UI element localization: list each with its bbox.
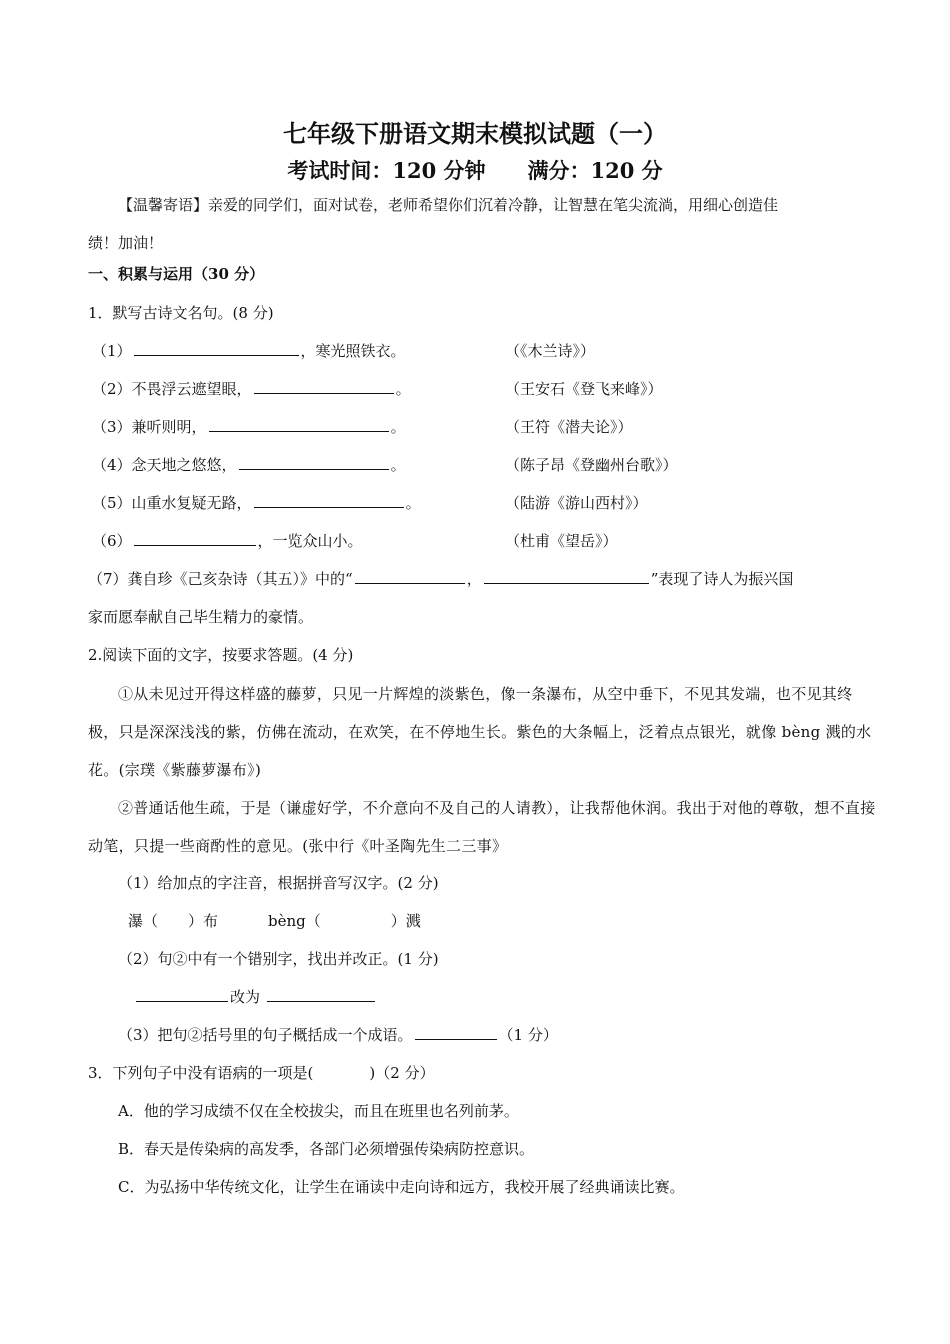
reading-passage-2: ②普通话他生疏，于是（谦虚好学，不介意向不及自己的人请教），让我帮他休润。我出于对他的尊敬，想不直接动笔，只提一些商酌性的意见。(张中行《叶圣陶先生二三事》: [88, 799, 876, 855]
item-text: )（2 分）: [369, 1064, 435, 1082]
q1-item-5: [92, 493, 421, 513]
item-text: 山重水复疑无路，: [131, 494, 252, 512]
q1-item-4-source: （陈子昂《登幽州台歌》）: [505, 456, 678, 474]
intro-text: 【温馨寄语】亲爱的同学们，面对试卷，老师希望你们沉着冷静，让智慧在笔尖流淌，用细心创造佳: [118, 196, 779, 214]
q2-sub-1-answer-a[interactable]: 瀑（ ）布: [128, 912, 219, 930]
item-number: （4）: [92, 456, 132, 474]
question-2-stem: 2.阅读下面的文字，按要求答题。(4 分): [88, 646, 354, 664]
q1-item-6-source: （杜甫《望岳》）: [505, 532, 618, 550]
item-number: （5）: [92, 494, 132, 512]
q2-sub-2: （2）句②中有一个错别字，找出并改正。(1 分): [118, 950, 439, 968]
answer-blank[interactable]: [254, 493, 404, 508]
reading-passage-1: ①从未见过开得这样盛的藤萝，只见一片辉煌的淡紫色，像一条瀑布，从空中垂下，不见其发端，也不见其终极，只是深深浅浅的紫，仿佛在流动，在欢笑，在不停地生长。紫色的大条幅上，泛着点点银光，就像 bèng 溅的水花。(宗璞《紫藤萝瀑布》): [88, 685, 872, 779]
q1-item-3-source: （王符《潜夫论》）: [505, 418, 633, 436]
q2-sub-1: （1）给加点的字注音，根据拼音写汉字。(2 分): [118, 874, 439, 892]
item-text: 。: [405, 494, 421, 512]
q2-sub-2-answer: [134, 987, 377, 1007]
q1-item-5-source: （陆游《游山西村》）: [505, 494, 648, 512]
item-text: 。: [390, 456, 406, 474]
q1-item-4: [92, 455, 406, 475]
item-number: （1）: [92, 342, 132, 360]
q1-item-2: [92, 379, 411, 399]
answer-blank[interactable]: [136, 987, 228, 1002]
q1-item-7: [88, 569, 793, 589]
item-text: ，: [466, 570, 482, 588]
item-text: ，一览众山小。: [257, 532, 363, 550]
q1-item-3: [92, 417, 406, 437]
exam-subtitle: 考试时间：120 分钟 满分：120 分: [287, 158, 663, 183]
section-heading: 一、积累与运用（30 分）: [88, 265, 265, 283]
q1-item-7-cont: 家而愿奉献自己毕生精力的豪情。: [88, 608, 314, 626]
item-number: （6）: [92, 532, 132, 550]
item-text: （1 分）: [498, 1026, 558, 1044]
item-text: （7）龚自珍《己亥杂诗（其五）》中的“: [88, 570, 353, 588]
answer-blank[interactable]: [267, 987, 375, 1002]
item-text: 。: [395, 380, 411, 398]
q3-option-b[interactable]: B．春天是传染病的高发季，各部门必须增强传染病防控意识。: [118, 1140, 535, 1158]
answer-blank[interactable]: [209, 417, 389, 432]
q2-sub-3: [118, 1025, 558, 1045]
exam-title: 七年级下册语文期末模拟试题（一）: [283, 119, 667, 148]
q1-item-6: [92, 531, 363, 551]
item-text: 改为: [230, 988, 261, 1006]
answer-blank[interactable]: [239, 455, 389, 470]
q2-sub-1-answer-b[interactable]: [268, 911, 421, 931]
item-text: ，寒光照铁衣。: [300, 342, 406, 360]
item-text: （3）把句②括号里的句子概括成一个成语。: [118, 1026, 413, 1044]
q1-item-2-source: （王安石《登飞来峰》）: [505, 380, 663, 398]
answer-blank[interactable]: [484, 569, 649, 584]
q1-item-1-source: （《木兰诗》）: [505, 342, 596, 360]
answer-blank[interactable]: [355, 569, 465, 584]
answer-blank[interactable]: [415, 1025, 497, 1040]
intro-text-cont: 绩！加油！: [88, 234, 164, 252]
q1-item-1: [92, 341, 406, 361]
q3-option-a[interactable]: A．他的学习成绩不仅在全校拔尖，而且在班里也名列前茅。: [118, 1102, 519, 1120]
item-text: 兼听则明，: [131, 418, 207, 436]
item-text: ）溅: [390, 912, 421, 930]
answer-blank[interactable]: [134, 531, 256, 546]
item-text: 。: [390, 418, 406, 436]
pinyin-text: bèng（: [268, 912, 321, 930]
answer-blank[interactable]: [134, 341, 299, 356]
item-number: （3）: [92, 418, 132, 436]
q3-option-c[interactable]: C．为弘扬中华传统文化，让学生在诵读中走向诗和远方，我校开展了经典诵读比赛。: [118, 1178, 685, 1196]
question-3-stem: [88, 1063, 435, 1083]
item-number: （2）: [92, 380, 132, 398]
item-text: 不畏浮云遮望眼，: [131, 380, 252, 398]
item-text: ”表现了诗人为振兴国: [650, 570, 794, 588]
question-1-stem: 1．默写古诗文名句。(8 分): [88, 304, 274, 322]
item-text: 3．下列句子中没有语病的一项是(: [88, 1064, 314, 1082]
item-text: 念天地之悠悠，: [131, 456, 237, 474]
answer-blank[interactable]: [254, 379, 394, 394]
